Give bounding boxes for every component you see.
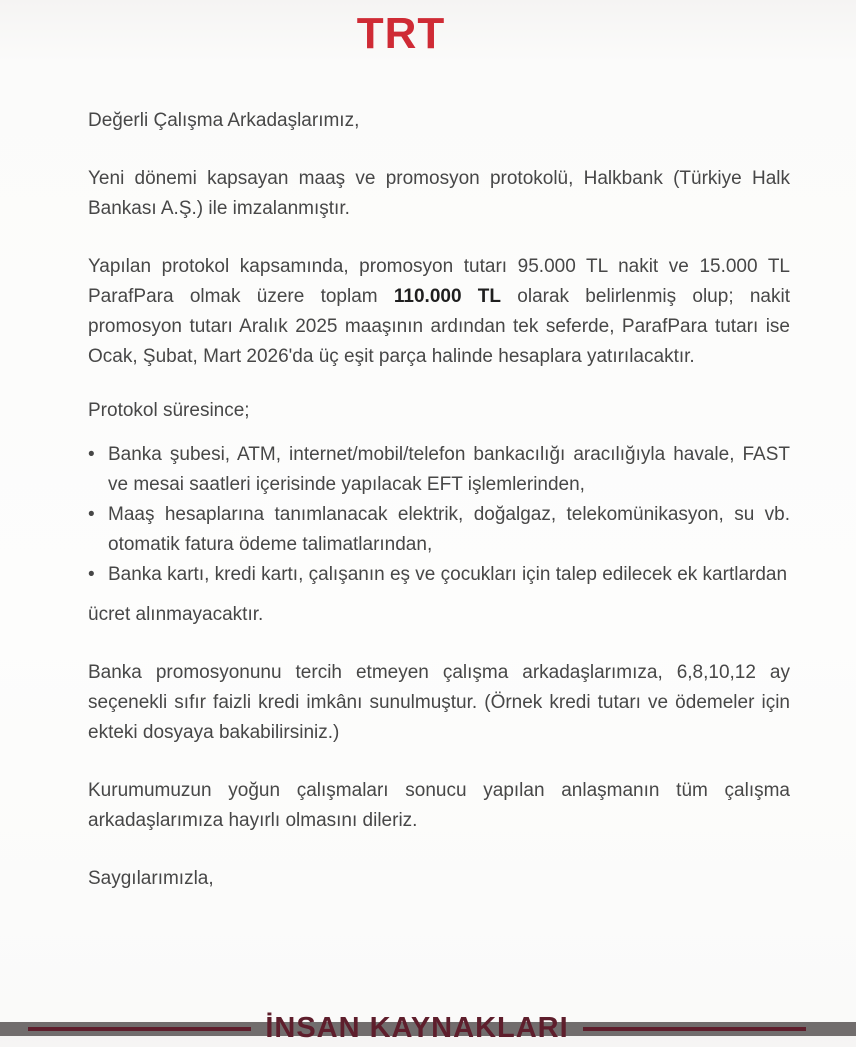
letter-page (0, 9, 856, 1044)
bullet-icon: • (88, 444, 95, 465)
list-item-text: Banka kartı, kredi kartı, çalışanın eş ve çocukları için talep edilecek ek kartlardan (108, 564, 788, 585)
closing: Saygılarımızla, (88, 868, 214, 889)
list-item-text: Maaş hesaplarına tanımlanacak elektrik, doğalgaz, telekomünikasyon, su vb. otomatik fatura ödeme talimatlarından, (108, 504, 790, 555)
list-item (88, 500, 790, 560)
fee-note: ücret alınmayacaktır. (88, 604, 264, 625)
bullet-icon: • (88, 504, 95, 525)
amount-text-before: Yapılan protokol kapsamında, promosyon tutarı 95.000 TL nakit ve 15.000 TL ParafPara olmak üzere toplam (88, 256, 790, 307)
footer-rule-left (28, 1027, 251, 1031)
paragraph-intro: Yeni dönemi kapsayan maaş ve promosyon protokolü, Halkbank (Türkiye Halk Bankası A.Ş.) ile imzalanmıştır. (88, 168, 790, 219)
footer-rule-right (583, 1027, 806, 1031)
bullet-icon: • (88, 564, 95, 585)
trt-logo: TRT (356, 9, 446, 58)
salutation: Değerli Çalışma Arkadaşlarımız, (88, 110, 360, 131)
amount-total: 110.000 TL (393, 286, 502, 307)
paragraph-amount (88, 252, 790, 372)
amount-text-after: olarak belirlenmiş olup; nakit promosyon tutarı Aralık 2025 maaşının ardından tek seferde, ParafPara tutarı ise Ocak, Şubat, Mart 2026'da üç eşit parça halinde hesaplara yatırılacaktır. (88, 286, 791, 367)
footer (28, 1009, 806, 1047)
list-item-text: Banka şubesi, ATM, internet/mobil/telefon bankacılığı aracılığıyla havale, FAST ve mesai saatleri içerisinde yapılacak EFT işlemlerinden, (108, 444, 790, 495)
paragraph-credit: Banka promosyonunu tercih etmeyen çalışma arkadaşlarımıza, 6,8,10,12 ay seçenekli sıfır faizli kredi imkânı sunulmuştur. (Örnek kredi tutarı ve ödemeler için ekteki dosyaya bakabilirsiniz.) (88, 662, 790, 743)
letter-body (0, 106, 856, 894)
paragraph-wishes: Kurumumuzun yoğun çalışmaları sonucu yapılan anlaşmanın tüm çalışma arkadaşlarımıza hayırlı olmasını dileriz. (88, 780, 790, 831)
protocol-bullet-list (88, 440, 790, 590)
protocol-heading: Protokol süresince; (88, 400, 250, 421)
list-item (88, 440, 790, 500)
footer-title: İNSAN KAYNAKLARI (265, 1011, 569, 1044)
list-item (88, 560, 790, 590)
